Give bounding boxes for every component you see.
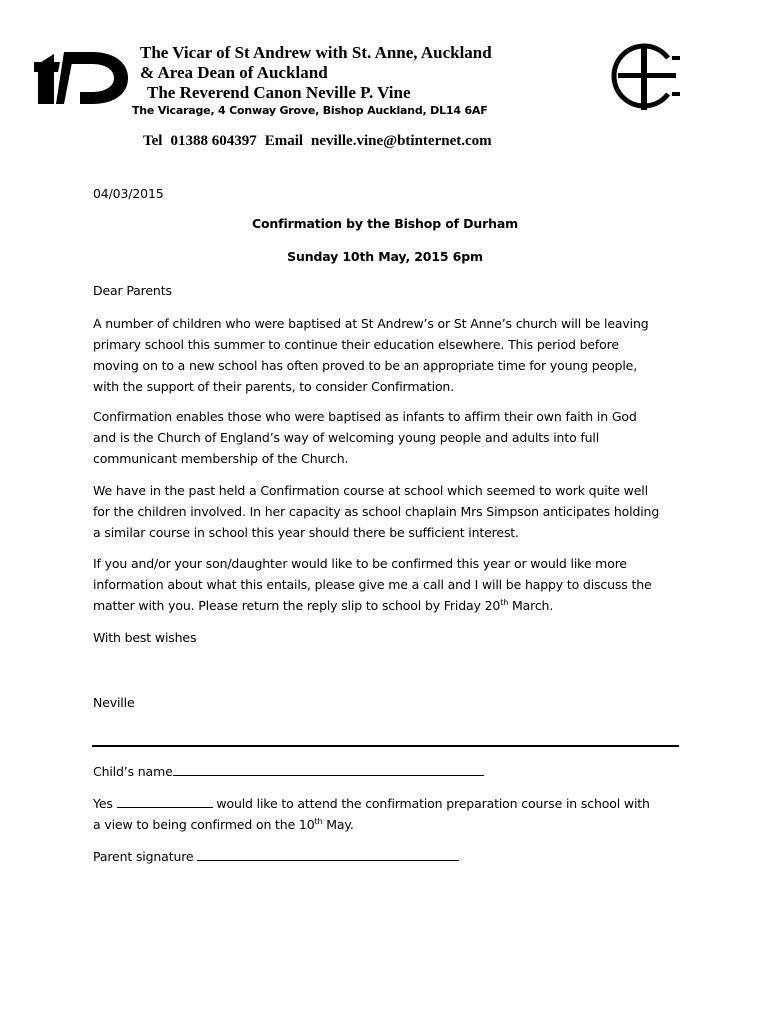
parent-signature-label: Parent signature <box>93 849 194 864</box>
header-title-line2: & Area Dean of Auckland <box>140 63 328 82</box>
child-name-label: Child’s name <box>93 764 173 779</box>
child-name-row <box>93 761 484 782</box>
parent-signature-row <box>93 846 459 867</box>
paragraph-line: matter with you. Please return the reply slip to school by Friday 20th March. <box>93 597 554 613</box>
tel-label: Tel <box>143 133 163 149</box>
paragraph-line: communicant membership of the Church. <box>93 451 349 466</box>
paragraph-4 <box>93 553 693 616</box>
paragraph-1 <box>93 313 693 397</box>
email-address: neville.vine@btinternet.com <box>311 133 492 149</box>
paragraph-line: We have in the past held a Confirmation course at school which seemed to work quite well <box>93 483 648 498</box>
paragraph-line: for the children involved. In her capacity as school chaplain Mrs Simpson anticipates holding <box>93 504 660 519</box>
paragraph-line: moving on to a new school has often proved to be an appropriate time for young people, <box>93 358 638 373</box>
email-label: Email <box>264 133 304 149</box>
paragraph-line: If you and/or your son/daughter would like to be confirmed this year or would like more <box>93 556 627 571</box>
paragraph-line: a similar course in school this year should there be sufficient interest. <box>93 525 519 540</box>
yes-attend-row: Yes would like to attend the confirmation preparation course in school with a view to being confirmed on the 10th May. <box>93 793 693 835</box>
paragraph-line: A number of children who were baptised at St Andrew’s or St Anne’s church will be leaving <box>93 316 649 331</box>
yes-name-field[interactable] <box>117 793 213 808</box>
letter-salutation: Dear Parents <box>93 283 172 298</box>
paragraph-line: information about what this entails, please give me a call and I will be happy to discuss the <box>93 577 652 592</box>
header-address: The Vicarage, 4 Conway Grove, Bishop Auckland, DL14 6AF <box>132 104 488 117</box>
paragraph-line: primary school this summer to continue their education elsewhere. This period before <box>93 337 619 352</box>
header-title-line3: The Reverend Canon Neville P. Vine <box>147 83 411 102</box>
reply-slip-divider <box>92 745 679 747</box>
letter-signature: Neville <box>93 695 135 710</box>
paragraph-line: with the support of their parents, to consider Confirmation. <box>93 379 455 394</box>
diocese-logo-icon <box>34 48 130 106</box>
letter-closing: With best wishes <box>93 630 197 645</box>
paragraph-line: Confirmation enables those who were baptised as infants to affirm their own faith in God <box>93 409 637 424</box>
yes-label: Yes <box>93 796 113 811</box>
letter-subtitle: Sunday 10th May, 2015 6pm <box>287 249 483 264</box>
tel-number: 01388 604397 <box>170 133 257 149</box>
paragraph-line: and is the Church of England’s way of welcoming young people and adults into full <box>93 430 600 445</box>
child-name-field[interactable] <box>173 761 484 776</box>
header-title-line1: The Vicar of St Andrew with St. Anne, Auckland <box>140 43 492 62</box>
paragraph-3 <box>93 480 693 543</box>
header-contact <box>143 133 492 150</box>
parent-signature-field[interactable] <box>197 846 459 861</box>
paragraph-2 <box>93 406 693 469</box>
letter-date: 04/03/2015 <box>93 186 164 201</box>
letter-title: Confirmation by the Bishop of Durham <box>251 216 519 231</box>
